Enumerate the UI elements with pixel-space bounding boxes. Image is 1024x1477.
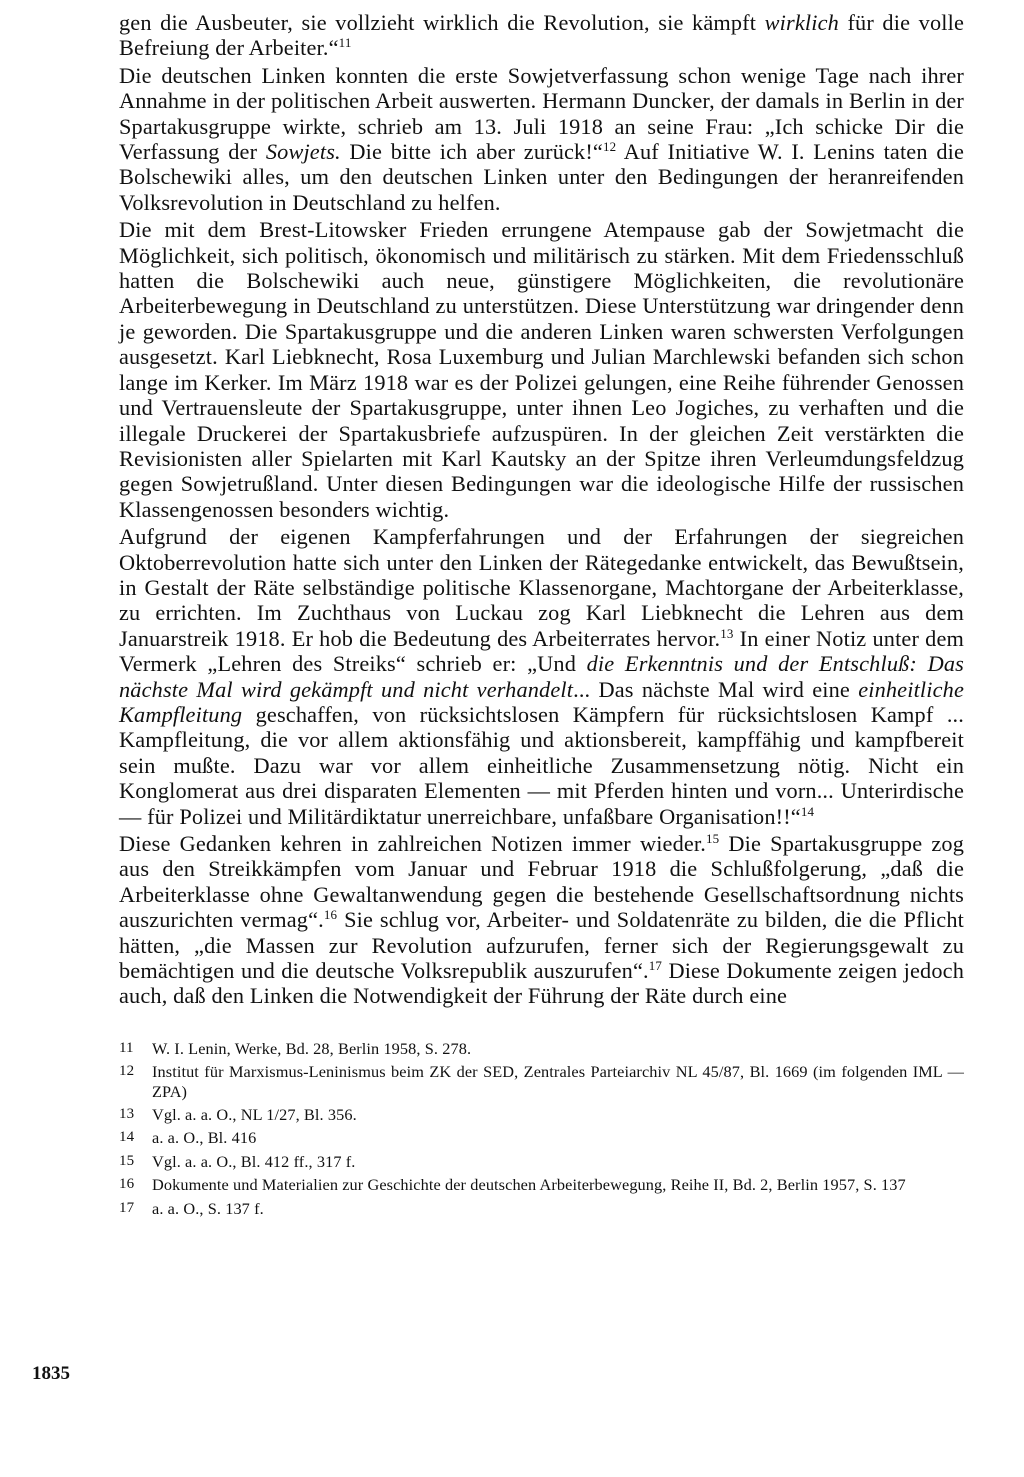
footnote-text: W. I. Lenin, Werke, Bd. 28, Berlin 1958, S. 278.	[152, 1038, 472, 1058]
footnote-number: 13	[119, 1106, 135, 1123]
page-number: 1835	[32, 1363, 70, 1384]
paragraph	[119, 63, 964, 215]
footnote	[119, 1199, 964, 1218]
body-text	[119, 10, 964, 1009]
footnotes	[119, 1039, 964, 1218]
emphasis-text: wirklich	[764, 10, 839, 35]
paragraph-text: Diese Dokumente zeigen jedoch auch, daß den Linken die Notwendigkeit der Führung der Räte durch eine	[119, 958, 964, 1009]
paragraph-text: ... Das nächste Mal wird eine	[573, 676, 859, 702]
paragraph-text: Die mit dem Brest-Litowsker Frieden errungene Atempause gab der Sowjetmacht die Möglichkeit, sich politisch, ökonomisch und militärisch zu stärken. Mit dem Friedensschluß hatten die Bolschewiki auch neue, günstigere Möglichkeiten, die revolutionäre Arbeiterbewegung in Deutschland zu unterstützen. Diese Unterstützung war dringender denn je geworden. Die Spartakusgruppe und die anderen Linken waren schwersten Verfolgungen ausgesetzt. Karl Liebknecht, Rosa Luxemburg und Julian Marchlewski befanden sich schon lange im Kerker. Im März 1918 war es der Polizei gelungen, eine Reihe führender Genossen und Vertrauensleute der Spartakusgruppe, unter ihnen Leo Jogiches, zu verhaften und die illegale Druckerei der Spartakusbriefe aufzuspüren. In der gleichen Zeit verstärkten die Revisionisten aller Spielarten mit Karl Kautsky an der Spitze ihren Verleumdungsfeldzug gegen Sowjetrußland. Unter diesen Bedingungen war die ideologische Hilfe der russischen Klassengenossen besonders wichtig.	[119, 217, 964, 522]
paragraph	[119, 217, 964, 522]
paragraph-text: Sie schlug vor, Arbeiter- und Soldatenräte zu bilden, die die Pflicht hätten, „die Massen zur Revolution aufzurufen, ferner sich der Regierungsgewalt zu bemächtigen und die deutsche Volksrepublik auszurufen“.	[119, 907, 964, 984]
footnote-ref: 11	[338, 35, 352, 51]
paragraph-text: Diese Gedanken kehren in zahlreichen Notizen immer wieder.	[119, 831, 707, 856]
footnote-text: Institut für Marxismus-Leninismus beim ZK der SED, Zentrales Parteiarchiv NL 45/87, Bl. 1669 (im folgenden IML — ZPA)	[152, 1062, 964, 1101]
paragraph-text: geschaffen, von rücksichtslosen Kämpfern für rücksichtslosen Kampf ... Kampfleitung, die vor allem aktionsfähig und aktionsbereit, kampffähig und kampfbereit sein mußte. Dazu war vor allem einheitliche Zusammensetzung nötig. Nicht ein Konglomerat aus drei disparaten Elementen — mit Pferden hinten und vorn... Unterirdische — für Polizei und Militärdiktatur unerreichbare, unfaßbare Organisation!!“	[119, 701, 964, 829]
footnote-number: 11	[119, 1039, 134, 1056]
footnote-ref: 16	[323, 907, 338, 923]
footnote	[119, 1062, 964, 1101]
footnote-text: Vgl. a. a. O., Bl. 412 ff., 317 f.	[152, 1151, 356, 1171]
footnote	[119, 1175, 964, 1194]
footnote-number: 12	[119, 1063, 135, 1080]
page-body	[119, 10, 964, 1222]
footnote-text: a. a. O., Bl. 416	[152, 1128, 257, 1148]
footnote-number: 16	[119, 1176, 135, 1193]
footnote-ref: 14	[800, 803, 815, 819]
footnote-number: 14	[119, 1129, 135, 1146]
footnote-ref: 15	[706, 831, 720, 846]
footnote-text: a. a. O., S. 137 f.	[152, 1198, 264, 1218]
emphasis-text: einheitliche Kampfleitung	[119, 676, 964, 727]
footnote-number: 17	[119, 1199, 135, 1216]
paragraph-text: Die bitte ich aber zurück!“	[340, 139, 603, 165]
paragraph	[119, 10, 964, 61]
paragraph-text: gen die Ausbeuter, sie vollzieht wirklich die Revolution, sie kämpft	[119, 10, 765, 35]
footnote-ref: 13	[720, 625, 734, 641]
footnote-text: Dokumente und Materialien zur Geschichte der deutschen Arbeiterbewegung, Reihe II, Bd. 2, Berlin 1957, S. 137	[152, 1175, 906, 1195]
paragraph-text: In einer Notiz unter dem Vermerk „Lehren des Streiks“ schrieb er: „Und	[119, 625, 964, 677]
footnote	[119, 1152, 964, 1171]
paragraph-text: Auf Initiative W. I. Lenins taten die Bolschewiki alles, um den deutschen Linken unter den Bedingungen der heranreifenden Volksrevolution in Deutschland zu helfen.	[119, 139, 965, 215]
footnote-ref: 17	[648, 958, 663, 974]
paragraph-text: Aufgrund der eigenen Kampferfahrungen und der Erfahrungen der siegreichen Oktoberrevolution hatte sich unter den Linken der Rätegedanke entwickelt, das Bewußtsein, in Gestalt der Räte selbständige politische Klassenorgane, Machtorgane der Arbeiterklasse, zu errichten. Im Zuchthaus von Luckau zog Karl Liebknecht die Lehren aus dem Januarstreik 1918. Er hob die Bedeutung des Arbeiterrates hervor.	[119, 524, 964, 651]
footnote	[119, 1128, 964, 1147]
footnote	[119, 1039, 964, 1058]
footnote-text: Vgl. a. a. O., NL 1/27, Bl. 356.	[152, 1105, 357, 1125]
footnote-number: 15	[119, 1152, 135, 1169]
paragraph-text: Die deutschen Linken konnten die erste Sowjetverfassung schon wenige Tage nach ihrer Annahme in der politischen Arbeit auswerten. Hermann Duncker, der damals in Berlin in der Spartakusgruppe wirkte, schrieb am 13. Juli 1918 an seine Frau: „Ich schicke Dir die Verfassung der	[119, 62, 964, 165]
paragraph-text: Die Spartakusgruppe zog aus den Streikkämpfen vom Januar und Februar 1918 die Schlußfolgerung, „daß die Arbeiterklasse ohne Gewaltanwendung gegen die bestehende Gesellschaftsordnung nichts auszurichten vermag“.	[119, 831, 964, 933]
emphasis-text: Sowjets.	[265, 139, 341, 165]
emphasis-text: die Erkenntnis und der Entschluß: Das nächste Mal wird gekämpft und nicht verhandelt	[119, 651, 964, 702]
footnote-ref: 12	[602, 139, 617, 155]
paragraph-text: für die volle Befreiung der Arbeiter.“	[119, 10, 964, 61]
footnote	[119, 1105, 964, 1124]
paragraph	[119, 831, 964, 1009]
paragraph	[119, 524, 964, 829]
